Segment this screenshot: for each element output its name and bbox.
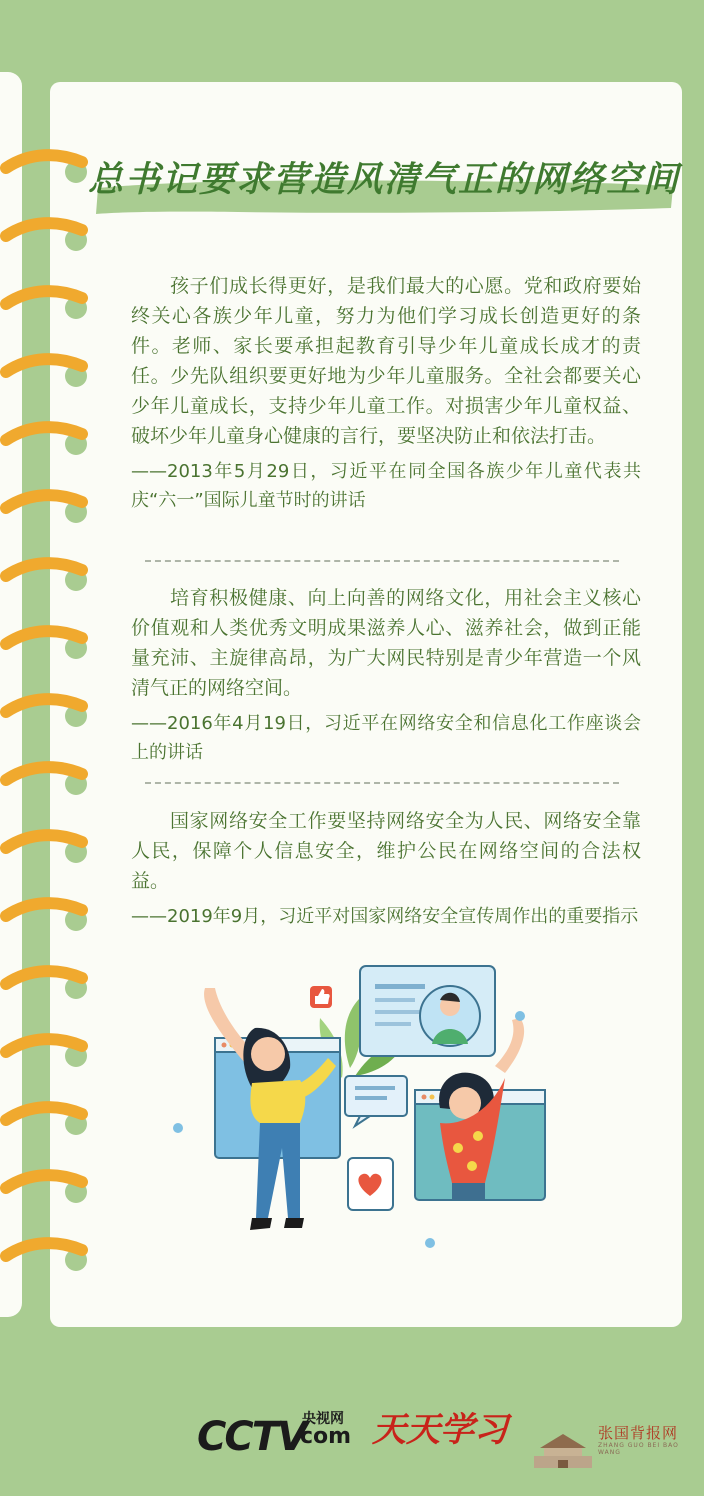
binding-ring xyxy=(6,291,87,319)
thumbs-up-icon xyxy=(310,986,332,1008)
online-kids-illustration xyxy=(160,958,560,1298)
dashed-divider xyxy=(145,782,619,784)
page-title: 总书记要求营造风清气正的网络空间 xyxy=(88,159,681,200)
quote-source: ——2016年4月19日，习近平在网络安全和信息化工作座谈会上的讲话 xyxy=(131,713,641,763)
quote-block xyxy=(131,806,641,931)
footer-logos xyxy=(0,1390,704,1496)
quote-block xyxy=(131,271,641,515)
binding-ring xyxy=(6,1243,87,1271)
binding-ring xyxy=(6,1039,87,1067)
binding-ring xyxy=(6,155,87,183)
dashed-divider xyxy=(145,560,619,562)
binding-ring xyxy=(6,631,87,659)
quote-text: 国家网络安全工作要坚持网络安全为人民、网络安全靠人民，保障个人信息安全，维护公民在网络空间的合法权益。 xyxy=(131,810,641,892)
binding-ring xyxy=(6,1175,87,1203)
quote-text: 培育积极健康、向上向善的网络文化，用社会主义核心价值观和人类优秀文明成果滋养人心、滋养社会，做到正能量充沛、主旋律高昂，为广大网民特别是青少年营造一个风清气正的网络空间。 xyxy=(131,587,641,699)
binding-ring xyxy=(6,495,87,523)
zhangguo-watermark: 张国背报网 xyxy=(598,1424,679,1442)
quote-text: 孩子们成长得更好，是我们最大的心愿。党和政府要始终关心各族少年儿童，努力为他们学习成长创造更好的条件。老师、家长要承担起教育引导少年儿童成长成才的责任。少先队组织要更好地为少年儿童服务。全社会都要关心少年儿童成长，支持少年儿童工作。对损害少年儿童权益、破坏少年儿童身心健康的言行，要坚决防止和依法打击。 xyxy=(131,275,641,447)
heart-icon xyxy=(348,1158,393,1210)
binding-ring xyxy=(6,1107,87,1135)
quote-source: ——2013年5月29日，习近平在同全国各族少年儿童代表共庆“六一”国际儿童节时的讲话 xyxy=(131,461,641,511)
cctv-chinese-label: 央视网 xyxy=(302,1411,344,1427)
cctv-logo: CCTV xyxy=(197,1414,306,1460)
binding-ring xyxy=(6,427,87,455)
binding-ring xyxy=(6,835,87,863)
quote-block xyxy=(131,583,641,767)
zhangguo-pinyin: ZHANG GUO BEI BAO WANG xyxy=(598,1442,679,1456)
binding-ring xyxy=(6,903,87,931)
binding-ring xyxy=(6,223,87,251)
quote-source: ——2019年9月，习近平对国家网络安全宣传周作出的重要指示 xyxy=(131,906,639,927)
binding-ring xyxy=(6,767,87,795)
tiantian-xuexi-logo: 天天学习 xyxy=(372,1410,508,1450)
chat-bubble-icon xyxy=(345,1076,407,1126)
binding-ring xyxy=(6,563,87,591)
binding-ring xyxy=(6,359,87,387)
binding-ring xyxy=(6,699,87,727)
binding-ring xyxy=(6,971,87,999)
city-gate-icon xyxy=(530,1430,596,1470)
title-banner xyxy=(88,142,680,222)
cctv-com-label: com xyxy=(300,1424,352,1449)
